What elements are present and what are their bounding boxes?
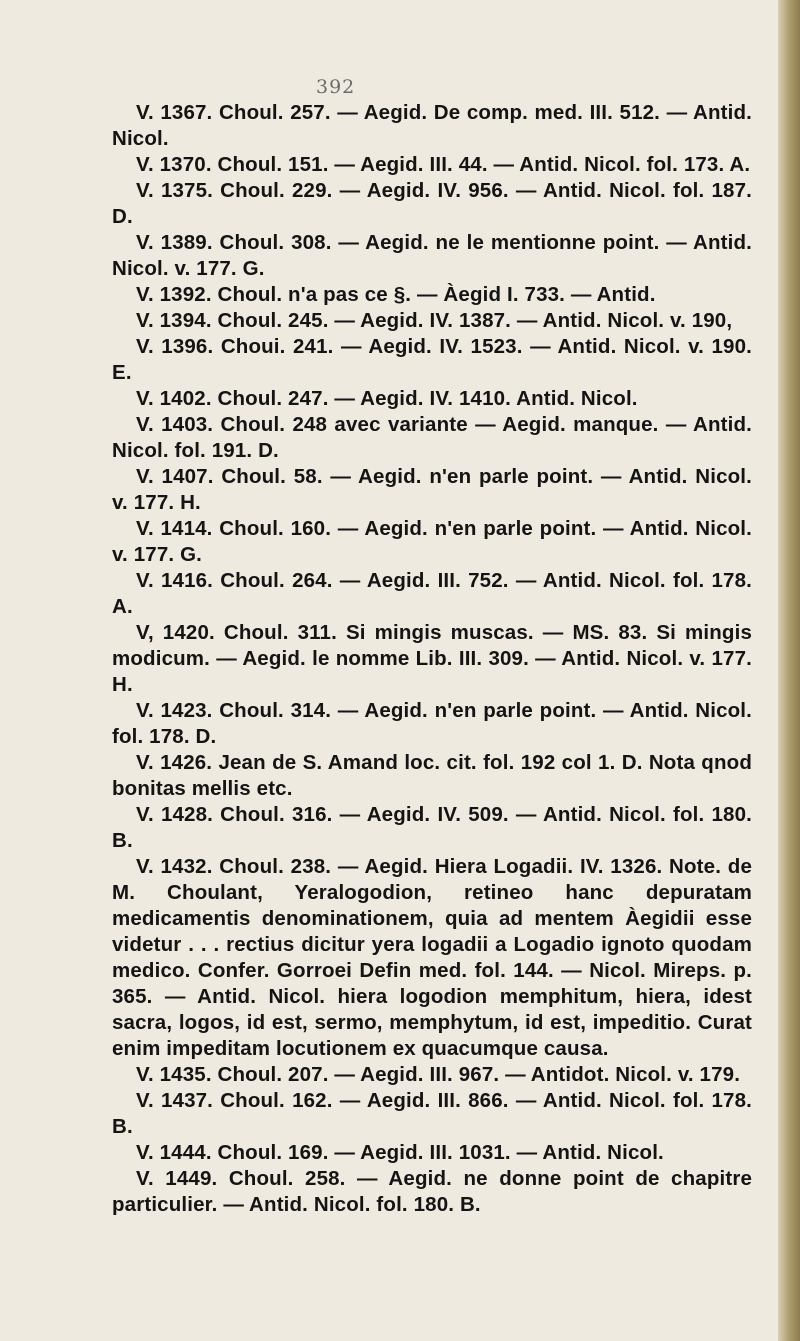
entry-list [112,100,752,1218]
entry-1423: V. 1423. Choul. 314. — Aegid. n'en parle point. — Antid. Nicol. fol. 178. D. [112,699,752,748]
entry-1414: V. 1414. Choul. 160. — Aegid. n'en parle point. — Antid. Nicol. v. 177. G. [112,517,752,566]
entry-1428: V. 1428. Choul. 316. — Aegid. IV. 509. — Antid. Nicol. fol. 180. B. [112,803,752,852]
entry-1396: V. 1396. Choui. 241. — Aegid. IV. 1523. — Antid. Nicol. v. 190. E. [112,335,752,384]
entry-1392: V. 1392. Choul. n'a pas ce §. — Àegid I. 733. — Antid. [136,283,656,306]
entry-1435: V. 1435. Choul. 207. — Aegid. III. 967. — Antidot. Nicol. v. 179. [136,1063,741,1086]
page-edge [778,0,800,1341]
entry-1426: V. 1426. Jean de S. Amand loc. cit. fol. 192 col 1. D. Nota qnod bonitas mellis etc. [112,751,752,800]
entry-1449: V. 1449. Choul. 258. — Aegid. ne donne point de chapitre particulier. — Antid. Nicol. fol. 180. B. [112,1167,752,1216]
entry-1402: V. 1402. Choul. 247. — Aegid. IV. 1410. Antid. Nicol. [136,387,638,410]
entry-1375: V. 1375. Choul. 229. — Aegid. IV. 956. — Antid. Nicol. fol. 187. D. [112,179,752,228]
entry-1420: V, 1420. Choul. 311. Si mingis muscas. — MS. 83. Si mingis modicum. — Aegid. le nomme Lib. III. 309. — Antid. Nicol. v. 177. H. [112,621,752,696]
page-number: 392 [316,76,356,98]
entry-1403: V. 1403. Choul. 248 avec variante — Aegid. manque. — Antid. Nicol. fol. 191. D. [112,413,752,462]
entry-1407: V. 1407. Choul. 58. — Aegid. n'en parle point. — Antid. Nicol. v. 177. H. [112,465,752,514]
entry-1370: V. 1370. Choul. 151. — Aegid. III. 44. — Antid. Nicol. fol. 173. A. [136,153,751,176]
entry-1367: V. 1367. Choul. 257. — Aegid. De comp. med. III. 512. — Antid. Nicol. [112,101,752,150]
entry-1394: V. 1394. Choul. 245. — Aegid. IV. 1387. — Antid. Nicol. v. 190, [136,309,733,332]
entry-1389: V. 1389. Choul. 308. — Aegid. ne le mentionne point. — Antid. Nicol. v. 177. G. [112,231,752,280]
entry-1432: V. 1432. Choul. 238. — Aegid. Hiera Logadii. IV. 1326. Note. de M. Choulant, Yeralogodion, retineo hanc depuratam medicamentis denominationem, quia ad mentem Àegidii esse videtur . . . rectius dicitur yera logadii a Logadio ignoto quodam medico. Confer. Gorroei Defin med. fol. 144. — Nicol. Mireps. p. 365. — Antid. Nicol. hiera logodion memphitum, hiera, idest sacra, logos, id est, sermo, memphytum, id est, impeditio. Curat enim impeditam locutionem ex quacumque causa. [112,855,752,1060]
entry-1416: V. 1416. Choul. 264. — Aegid. III. 752. — Antid. Nicol. fol. 178. A. [112,569,752,618]
entry-1437: V. 1437. Choul. 162. — Aegid. III. 866. — Antid. Nicol. fol. 178. B. [112,1089,752,1138]
entry-1444: V. 1444. Choul. 169. — Aegid. III. 1031. — Antid. Nicol. [136,1141,664,1164]
